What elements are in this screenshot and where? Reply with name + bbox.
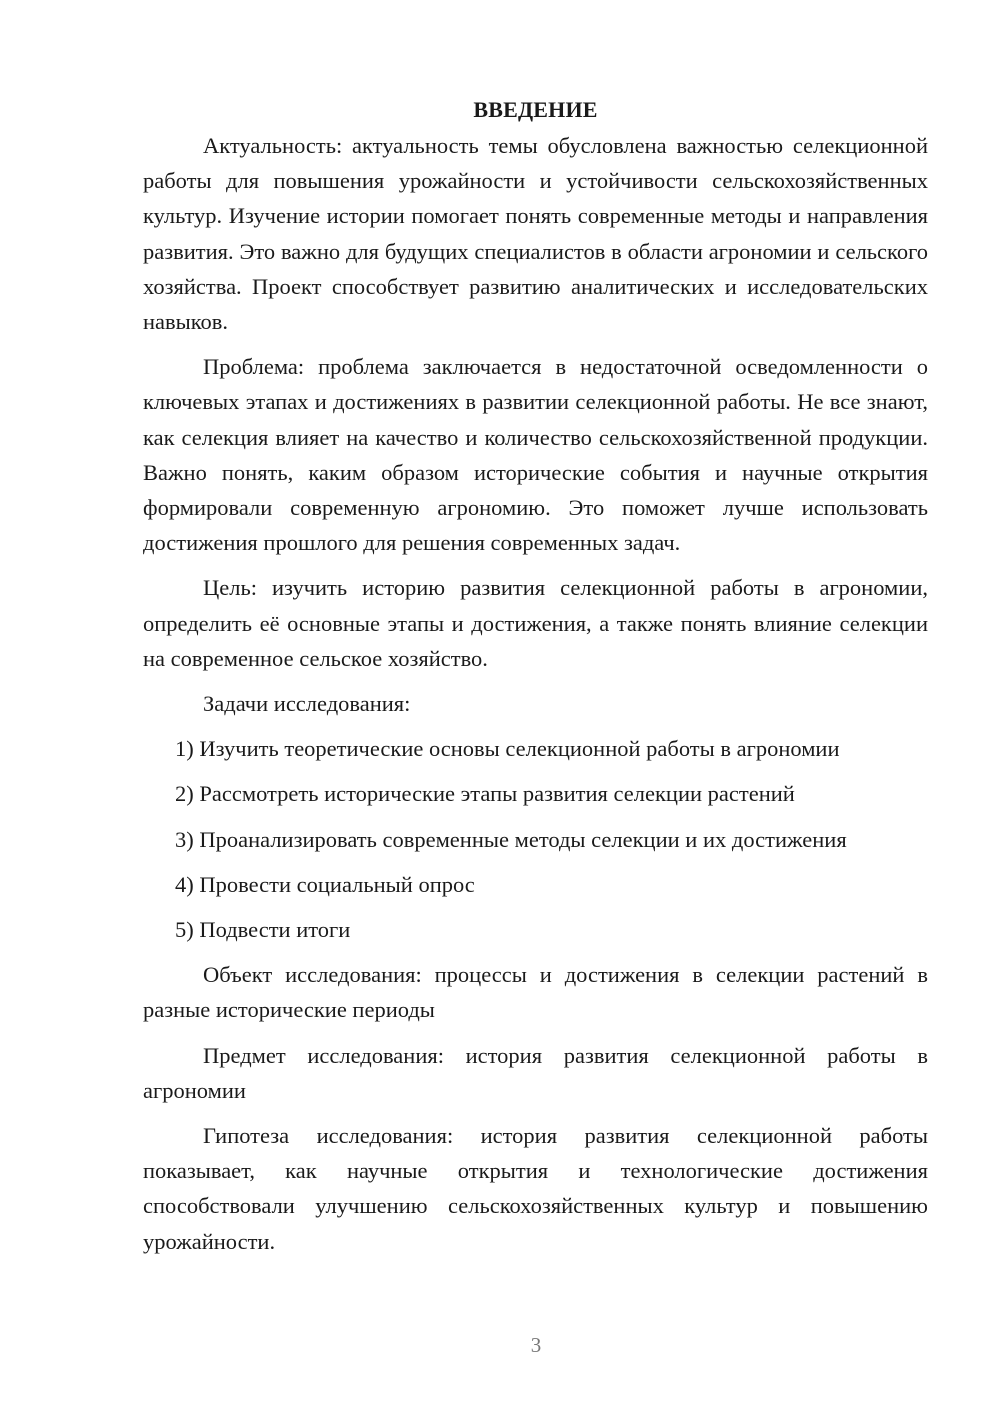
problem-paragraph: Проблема: проблема заключается в недостаточной осведомленности о ключевых этапах и достижениях в развитии селекционной работы. Не все знают, как селекция влияет на качество и количество сельскохозяйственной продукции. Важно понять, каким образом исторические события и научные открытия формировали современную агрономию. Это поможет лучше использовать достижения прошлого для решения современных задач.	[143, 354, 928, 556]
task-item: 1) Изучить теоретические основы селекционной работы в агрономии	[175, 736, 840, 762]
relevance-paragraph: Актуальность: актуальность темы обусловлена важностью селекционной работы для повышения урожайности и устойчивости сельскохозяйственных культур. Изучение истории помогает понять современные методы и направления развития. Это важно для будущих специалистов в области агрономии и сельского хозяйства. Проект способствует развитию аналитических и исследовательских навыков.	[143, 133, 928, 335]
goal-paragraph: Цель: изучить историю развития селекционной работы в агрономии, определить её основные этапы и достижения, а также понять влияние селекции на современное сельское хозяйство.	[143, 575, 928, 671]
tasks-list	[143, 731, 928, 947]
object-paragraph: Объект исследования: процессы и достижения в селекции растений в разные исторические периоды	[143, 962, 928, 1023]
task-item: 4) Провести социальный опрос	[175, 871, 475, 897]
task-item: 3) Проанализировать современные методы селекции и их достижения	[175, 826, 847, 852]
task-item: 2) Рассмотреть исторические этапы развития селекции растений	[175, 781, 795, 807]
page-title: ВВЕДЕНИЕ	[473, 97, 598, 122]
tasks-heading: Задачи исследования:	[203, 691, 411, 717]
document-page	[143, 93, 928, 1269]
task-item: 5) Подвести итоги	[175, 917, 351, 943]
hypothesis-paragraph: Гипотеза исследования: история развития селекционной работы показывает, как научные открытия и технологические достижения способствовали улучшению сельскохозяйственных культур и повышению урожайности.	[143, 1123, 928, 1254]
subject-paragraph: Предмет исследования: история развития селекционной работы в агрономии	[143, 1042, 928, 1103]
page-number: 3	[530, 1333, 542, 1357]
